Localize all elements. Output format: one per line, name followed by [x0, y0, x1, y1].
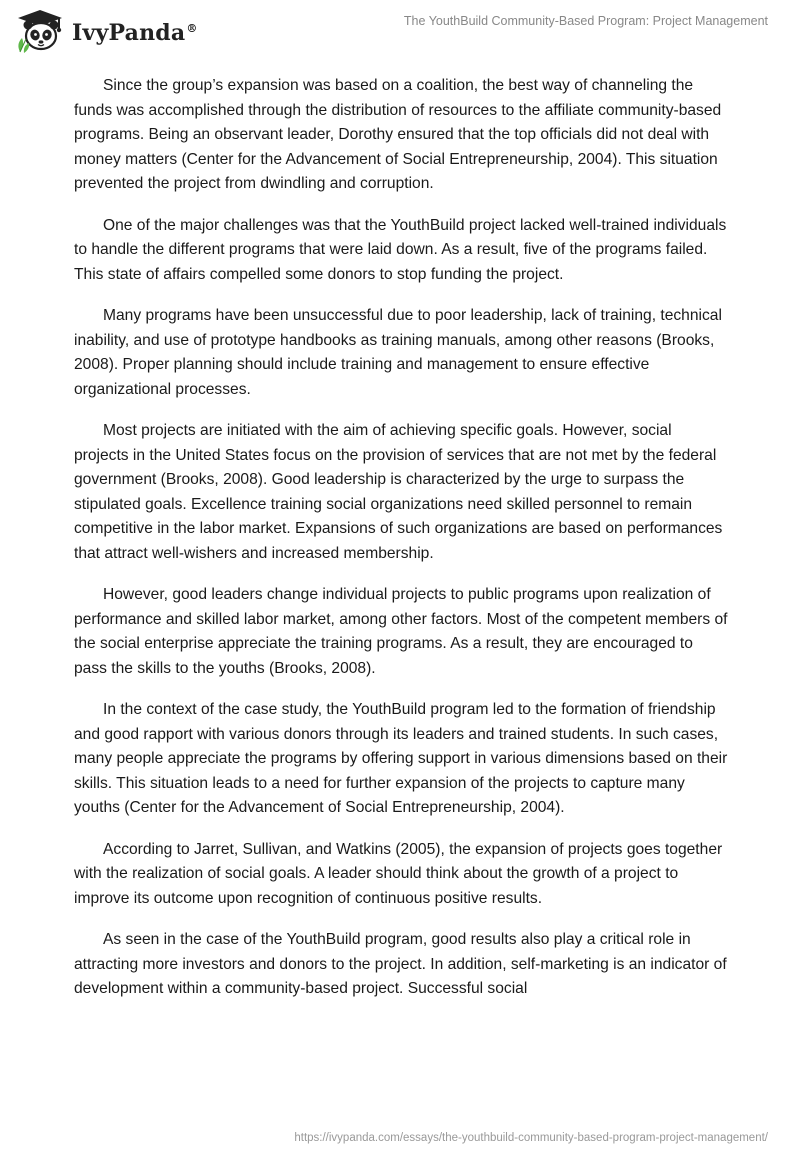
paragraph: According to Jarret, Sullivan, and Watkins (2005), the expansion of projects goes together with the realization of social goals. A leader should think about the growth of a project to improve its outcome upon recognition of continuous positive results.: [74, 840, 723, 907]
essay-body: [74, 74, 728, 1019]
paragraph: As seen in the case of the YouthBuild program, good results also play a critical role in attracting more investors and donors to the project. In addition, self-marketing is an indicator of development within a community-based project. Successful social: [74, 931, 727, 997]
source-url[interactable]: https://ivypanda.com/essays/the-youthbuild-community-based-program-project-management/: [294, 1132, 768, 1144]
paragraph: In the context of the case study, the YouthBuild program led to the formation of friendship and good rapport with various donors through its leaders and trained students. In such cases, many people appreciate the programs by offering support in various dimensions based on their skills. This situation leads to a need for further expansion of the projects to capture many youths (Center for the Advancement of Social Entrepreneurship, 2004).: [74, 701, 728, 816]
panda-logo-icon: [14, 8, 66, 54]
paragraph: Since the group’s expansion was based on a coalition, the best way of channeling the funds was accomplished through the distribution of resources to the affiliate community-based programs. Being an observant leader, Dorothy ensured that the top officials did not deal with money matters (Center for the Advancement of Social Entrepreneurship, 2004). This situation prevented the project from dwindling and corruption.: [74, 77, 722, 192]
paragraph: One of the major challenges was that the YouthBuild project lacked well-trained individuals to handle the different programs that were laid down. As a result, five of the programs failed. This state of affairs compelled some donors to stop funding the project.: [74, 216, 727, 283]
registered-mark: ®: [186, 21, 198, 35]
paragraph: Many programs have been unsuccessful due to poor leadership, lack of training, technical inability, and use of prototype handbooks as training manuals, among other reasons (Brooks, 2008). Proper planning should include training and management to ensure effective organizational processes.: [74, 307, 722, 398]
brand-name: IvyPanda®: [72, 20, 198, 46]
document-title: The YouthBuild Community-Based Program: Project Management: [403, 14, 768, 28]
paragraph: However, good leaders change individual projects to public programs upon realization of performance and skilled labor market, among other factors. Most of the competent members of the social enterprise appreciate the training programs. As a result, they are encouraged to pass the skills to the youths (Brooks, 2008).: [74, 586, 728, 677]
ivypanda-logo[interactable]: [14, 8, 198, 54]
paragraph: Most projects are initiated with the aim of achieving specific goals. However, social projects in the United States focus on the provision of services that are not met by the federal government (Brooks, 2008). Good leadership is characterized by the urge to surpass the stipulated goals. Excellence training social organizations need skilled personnel to remain competitive in the labor market. Expansions of such organizations are based on performances that attract well-wishers and increased membership.: [74, 422, 723, 562]
page-header: [0, 0, 800, 60]
